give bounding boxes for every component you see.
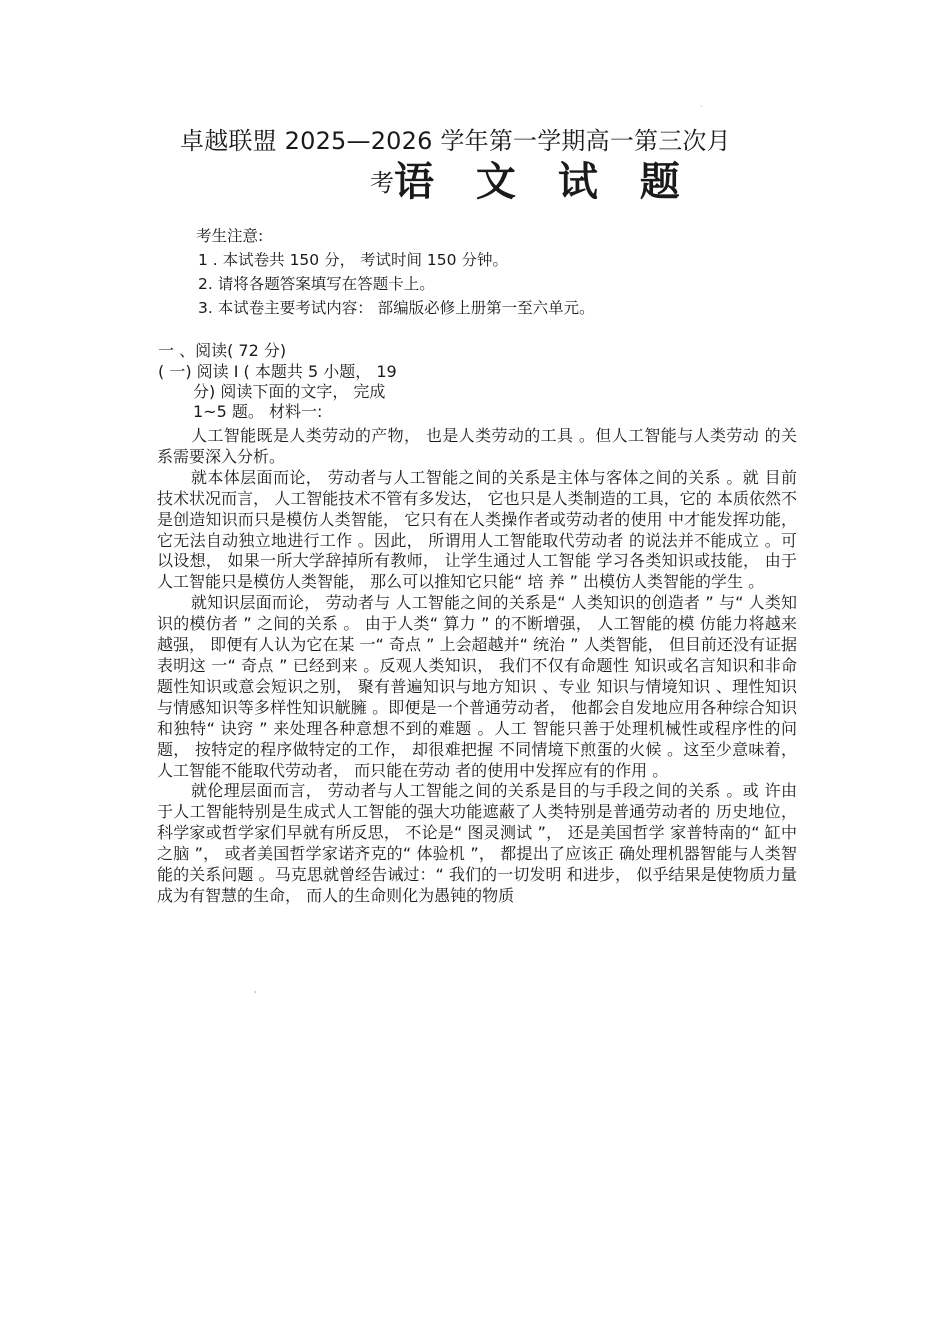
- notice-heading: 考生注意:: [196, 227, 264, 245]
- passage-paragraph: 就本体层面而论， 劳动者与人工智能之间的关系是主体与客体之间的关系 。就 目前技术状况而言， 人工智能技术不管有多发达， 它也只是人类制造的工具，它的 本质依然不是创造知识而只是模仿人类智能， 它只有在人类操作者或劳动者的使用 中才能发挥功能， 它无法自动独立地进行工作 。因此， 所谓用人工智能取代劳动者 的说法并不能成立 。可以设想， 如果一所大学辞掉所有教师， 让学生通过人工智能 学习各类知识或技能， 由于人工智能只是模仿人类智能， 那么可以推知它只能“ 培 养 ” 出模仿人类智能的学生 。: [157, 467, 797, 592]
- subsection-heading-cont: 分) 阅读下面的文字， 完成: [193, 382, 386, 401]
- reading-passage: [157, 426, 797, 907]
- passage-paragraph: 人工智能既是人类劳动的产物， 也是人类劳动的工具 。但人工智能与人类劳动 的关系需要深入分析。: [157, 426, 797, 466]
- exam-title-line1: 卓越联盟 2025—2026 学年第一学期高一第三次月: [180, 127, 731, 155]
- scan-speck: ·: [700, 102, 703, 111]
- notice-item: 3. 本试卷主要考试内容： 部编版必修上册第一至六单元。: [198, 299, 595, 317]
- section-heading: 一 、阅读( 72 分): [158, 341, 287, 360]
- subject-title: 语 文 试 题: [394, 158, 694, 205]
- passage-paragraph: 就知识层面而论， 劳动者与 人工智能之间的关系是“ 人类知识的创造者 ” 与“ 人类知识的模仿者 ” 之间的关系 。 由于人类“ 算力 ” 的不断增强， 人工智能的模 仿能力将越来越强， 即便有人认为它在某 一“ 奇点 ” 上会超越并“ 统治 ” 人类智能， 但目前还没有证据表明这 一“ 奇点 ” 已经到来 。反观人类知识， 我们不仅有命题性 知识或名言知识和非命题性知识或意会短识之别， 聚有普遍知识与地方知识 、专业 知识与情境知识 、理性知识与情感知识等多样性知识觥臃 。即便是一个普通劳动者， 他都会自发地应用各种综合知识和独特“ 诀窍 ” 来处理各种意想不到的难题 。人工 智能只善于处理机械性或程序性的问题， 按特定的程序做特定的工作， 却很难把握 不同情境下煎蛋的火候 。这至少意味着， 人工智能不能取代劳动者， 而只能在劳动 者的使用中发挥应有的作用 。: [157, 593, 797, 780]
- passage-paragraph: 就伦理层面而言， 劳动者与人工智能之间的关系是目的与手段之间的关系 。或 许由于人工智能特别是生成式人工智能的强大功能遮蔽了人类特别是普通劳动者的 历史地位， 科学家或哲学家们早就有所反思， 不论是“ 图灵测试 ”， 还是美国哲学 家普特南的“ 缸中之脑 ”， 或者美国哲学家诺齐克的“ 体验机 ”， 都提出了应该正 确处理机器智能与人类智能的关系问题 。马克思就曾经告诫过：“ 我们的一切发明 和进步， 似乎结果是使物质力量成为有智慧的生命， 而人的生命则化为愚钝的物质: [157, 781, 797, 905]
- title-prefix: 考: [370, 169, 394, 197]
- exam-notice: [196, 224, 595, 320]
- notice-item: 1 . 本试卷共 150 分， 考试时间 150 分钟。: [198, 251, 508, 269]
- scan-speck: ': [254, 990, 257, 999]
- exam-title-line2: [370, 150, 694, 207]
- subsection-heading: ( 一) 阅读 Ⅰ ( 本题共 5 小题， 19: [158, 362, 397, 381]
- material-label: 1~5 题。 材料一:: [193, 402, 323, 421]
- notice-item: 2. 请将各题答案填写在答题卡上。: [198, 275, 435, 293]
